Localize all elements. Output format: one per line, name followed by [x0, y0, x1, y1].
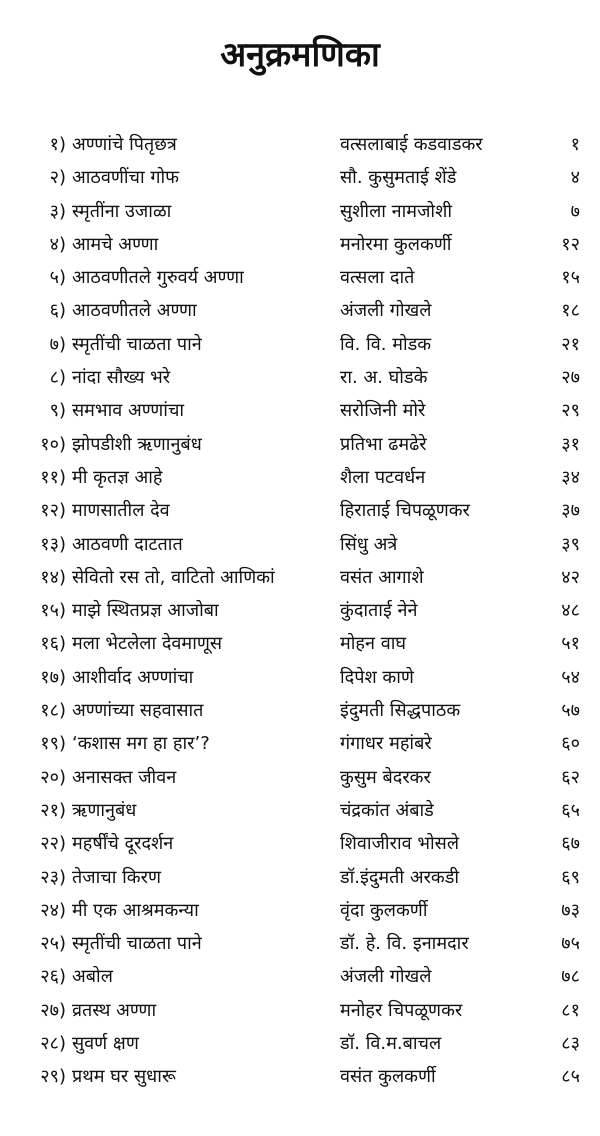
entry-page-number: ७३: [561, 899, 580, 921]
entry-title: आठवणी दाटतात: [72, 533, 183, 555]
entry-page-number: ४८: [561, 600, 580, 622]
entry-author: रा. अ. घोडके: [340, 367, 428, 389]
toc-entry: [0, 561, 600, 594]
entry-title: आठवणीतले अण्णा: [72, 300, 197, 322]
entry-author: मोहन वाघ: [340, 633, 407, 655]
entry-author: हिराताई चिपळूणकर: [340, 500, 470, 522]
entry-number: २०): [40, 766, 66, 788]
entry-page-number: ४: [570, 167, 580, 189]
entry-page-number: ६५: [561, 799, 580, 821]
entry-title: महर्षींचे दूरदर्शन: [72, 833, 174, 855]
toc-entry: [0, 294, 600, 327]
entry-author: डॉ. हे. वि. इनामदार: [340, 933, 469, 955]
toc-entry: [0, 727, 600, 760]
toc-entry: [0, 694, 600, 727]
toc-entry: [0, 528, 600, 561]
entry-title: स्मृतींची चाळता पाने: [72, 933, 202, 955]
entry-page-number: ७८: [561, 966, 580, 988]
toc-entry: [0, 428, 600, 461]
entry-author: मनोरमा कुलकर्णी: [340, 233, 452, 255]
entry-page-number: ५७: [561, 700, 580, 722]
toc-entry: [0, 794, 600, 827]
entry-page-number: ७५: [561, 933, 580, 955]
entry-number: ७): [49, 333, 66, 355]
toc-entry: [0, 661, 600, 694]
entry-title: मला भेटलेला देवमाणूस: [72, 633, 223, 655]
entry-title: आमचे अण्णा: [72, 233, 159, 255]
entry-number: ६): [49, 300, 66, 322]
entry-author: वसंत आगाशे: [340, 566, 424, 588]
entry-page-number: ४२: [561, 566, 580, 588]
entry-number: २६): [40, 966, 66, 988]
toc-entry: [0, 128, 600, 161]
entry-page-number: ५१: [561, 633, 580, 655]
entry-author: वि. वि. मोडक: [340, 333, 432, 355]
toc-entry: [0, 494, 600, 527]
entry-author: सिंधु अत्रे: [340, 533, 398, 555]
toc-entry: [0, 228, 600, 261]
entry-author: सौ. कुसुमताई शेंडे: [340, 167, 457, 189]
entry-title: तेजाचा किरण: [72, 866, 161, 888]
entry-title: अण्णांच्या सहवासात: [72, 700, 204, 722]
entry-number: ११): [40, 466, 66, 488]
toc-entry: [0, 161, 600, 194]
entry-title: नांदा सौख्य भरे: [72, 367, 171, 389]
entry-title: आठवणींचा गोफ: [72, 167, 180, 189]
entry-title: झोपडीशी ऋणानुबंध: [72, 433, 202, 455]
entry-author: चंद्रकांत अंबाडे: [340, 799, 434, 821]
entry-author: गंगाधर महांबरे: [340, 733, 432, 755]
entry-title: समभाव अण्णांचा: [72, 400, 185, 422]
entry-author: शिवाजीराव भोसले: [340, 833, 460, 855]
entry-author: इंदुमती सिद्धपाठक: [340, 700, 461, 722]
entry-title: स्मृतींची चाळता पाने: [72, 333, 202, 355]
entry-title: सुवर्ण क्षण: [72, 1033, 139, 1055]
entry-number: ८): [49, 367, 66, 389]
entry-author: कुंदाताई नेने: [340, 600, 418, 622]
toc-entry: [0, 994, 600, 1027]
entry-title: प्रथम घर सुधारू: [72, 1066, 176, 1088]
entry-page-number: ७: [570, 200, 580, 222]
entry-page-number: ८३: [561, 1033, 580, 1055]
entry-number: २): [49, 167, 66, 189]
toc-entry: [0, 761, 600, 794]
entry-author: दिपेश काणे: [340, 666, 414, 688]
entry-number: ९): [49, 400, 66, 422]
entry-title: अण्णांचे पितृछत्र: [72, 134, 177, 155]
toc-entry: [0, 627, 600, 660]
entry-number: १७): [40, 666, 66, 688]
entry-page-number: ६९: [561, 866, 580, 888]
entry-page-number: १८: [561, 300, 580, 322]
entry-number: १८): [40, 700, 66, 722]
page-title: अनुक्रमणिका: [220, 35, 380, 75]
entry-author: डॉ.इंदुमती अरकडी: [340, 866, 460, 888]
entry-page-number: १: [570, 134, 580, 155]
entry-author: प्रतिभा ढमढेरे: [340, 433, 427, 455]
entry-author: सरोजिनी मोरे: [340, 400, 426, 422]
toc-entry: [0, 960, 600, 993]
entry-number: १९): [40, 733, 66, 755]
entry-number: २२): [40, 833, 66, 855]
entry-page-number: ६७: [561, 833, 580, 855]
entry-number: २७): [40, 999, 66, 1021]
entry-page-number: ८१: [561, 999, 580, 1021]
entry-author: शैला पटवर्धन: [340, 466, 426, 488]
entry-number: ३): [49, 200, 66, 222]
entry-title: माझे स्थितप्रज्ञ आजोबा: [72, 600, 219, 622]
entry-author: अंजली गोखले: [340, 300, 432, 322]
entry-author: अंजली गोखले: [340, 966, 432, 988]
entry-page-number: १२: [561, 233, 580, 255]
entry-page-number: ६०: [561, 733, 580, 755]
entry-page-number: २१: [561, 333, 580, 355]
entry-author: वृंदा कुलकर्णी: [340, 899, 428, 921]
entry-number: ४): [49, 233, 66, 255]
toc-entry: [0, 394, 600, 427]
entry-title: व्रतस्थ अण्णा: [72, 999, 157, 1021]
entry-page-number: ३७: [561, 500, 580, 522]
entry-number: २५): [40, 933, 66, 955]
entry-number: २८): [40, 1033, 66, 1055]
entry-page-number: ६२: [561, 766, 580, 788]
entry-number: १२): [40, 500, 66, 522]
entry-page-number: ३९: [561, 533, 580, 555]
entry-page-number: ५४: [561, 666, 580, 688]
entry-title: आठवणीतले गुरुवर्य अण्णा: [72, 267, 244, 289]
entry-number: १५): [40, 600, 66, 622]
toc-entry: [0, 861, 600, 894]
entry-title: आशीर्वाद अण्णांचा: [72, 666, 194, 688]
entry-title: माणसातील देव: [72, 500, 170, 522]
toc-entry: [0, 361, 600, 394]
entry-title: मी एक आश्रमकन्या: [72, 899, 199, 921]
entry-title: मी कृतज्ञ आहे: [72, 466, 163, 488]
entry-title: अबोल: [72, 966, 113, 988]
entry-number: १६): [40, 633, 66, 655]
entry-number: २४): [40, 899, 66, 921]
entry-number: १): [49, 134, 66, 155]
entry-author: वत्सला दाते: [340, 267, 415, 289]
entry-author: मनोहर चिपळूणकर: [340, 999, 463, 1021]
entry-number: १३): [40, 533, 66, 555]
entry-number: २३): [40, 866, 66, 888]
entry-page-number: १५: [561, 267, 580, 289]
entry-number: ५): [49, 267, 66, 289]
entry-author: वसंत कुलकर्णी: [340, 1066, 436, 1088]
entry-title: ऋणानुबंध: [72, 799, 137, 821]
entry-page-number: ३१: [561, 433, 580, 455]
entry-title: अनासक्त जीवन: [72, 766, 177, 788]
entry-author: वत्सलाबाई कडवाडकर: [340, 134, 483, 155]
entry-number: १४): [40, 566, 66, 588]
toc-entry: [0, 1027, 600, 1060]
entry-title: स्मृतींना उजाळा: [72, 200, 172, 222]
entry-number: २१): [40, 799, 66, 821]
toc-entry: [0, 894, 600, 927]
toc-entry: [0, 328, 600, 361]
toc-entry: [0, 927, 600, 960]
toc-entry: [0, 261, 600, 294]
entry-number: २९): [40, 1066, 66, 1088]
entry-page-number: २७: [561, 367, 580, 389]
table-of-contents: [0, 128, 600, 1094]
entry-page-number: २९: [561, 400, 580, 422]
entry-page-number: ८५: [561, 1066, 580, 1088]
toc-entry: [0, 195, 600, 228]
toc-entry: [0, 1060, 600, 1093]
toc-entry: [0, 594, 600, 627]
entry-number: १०): [40, 433, 66, 455]
entry-title: सेवितो रस तो, वाटितो आणिकां: [72, 566, 275, 588]
entry-page-number: ३४: [561, 466, 580, 488]
entry-author: कुसुम बेदरकर: [340, 766, 431, 788]
toc-entry: [0, 461, 600, 494]
toc-entry: [0, 827, 600, 860]
entry-author: डॉ. वि.म.बाचल: [340, 1033, 442, 1055]
entry-author: सुशीला नामजोशी: [340, 200, 452, 222]
entry-title: ‘कशास मग हा हार’?: [72, 733, 210, 755]
